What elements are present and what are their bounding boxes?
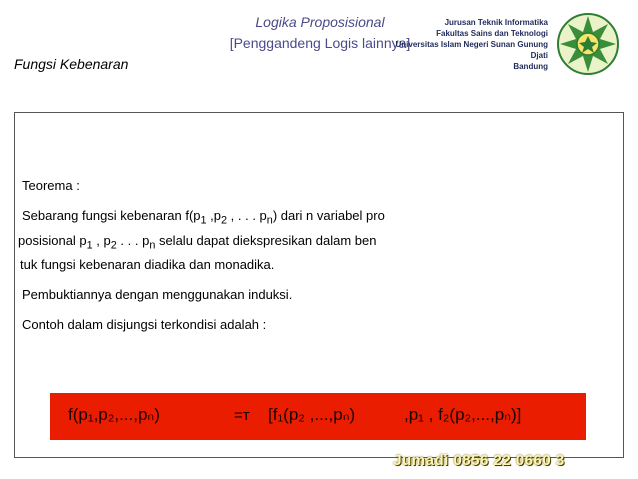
university-logo-icon (556, 12, 620, 76)
institution-line3: Universitas Islam Negeri Sunan Gunung Djati (395, 40, 548, 60)
theorem-line1: Sebarang fungsi kebenaran $f(p_1$ $,p_2$ , . . . $p_n$) dari n variabel pro (22, 208, 385, 227)
theorem-line2: posisional $p_1$ , $p_2$ . . . $p_n$ selalu dapat diekspresikan dalam ben (18, 232, 377, 252)
institution-line2: Fakultas Sains dan Teknologi (436, 29, 548, 38)
institution-line1: Jurusan Teknik Informatika (444, 18, 548, 27)
institution-line4: Bandung (513, 62, 548, 71)
slide-title-line2: [Penggandeng Logis lainnya] (229, 35, 411, 51)
slide-title-line1: Logika Proposisional (255, 14, 385, 30)
footer-author: Jumadi 0856 22 0660 3 (393, 452, 565, 469)
formula-rhs-part1: [f₁(p₂ ,...,pₙ) (268, 405, 356, 424)
proof-text: Pembuktiannya dengan menggunakan induksi. (22, 287, 293, 303)
theorem-line3: tuk fungsi kebenaran diadika dan monadika. (20, 257, 275, 273)
institution-text (380, 17, 548, 72)
formula-lhs: f(p₁,p₂,...,pₙ) (68, 405, 160, 424)
formula-equiv: =ᴛ (234, 407, 250, 424)
theorem-content (18, 176, 492, 334)
example-text: Contoh dalam disjungsi terkondisi adalah : (22, 317, 267, 333)
section-label: Fungsi Kebenaran (14, 56, 129, 72)
theorem-heading: Teorema : (22, 178, 80, 193)
formula-rhs-part2: ,p₁ , f₂(p₂,...,pₙ)] (404, 405, 522, 424)
formula-box (50, 393, 586, 440)
